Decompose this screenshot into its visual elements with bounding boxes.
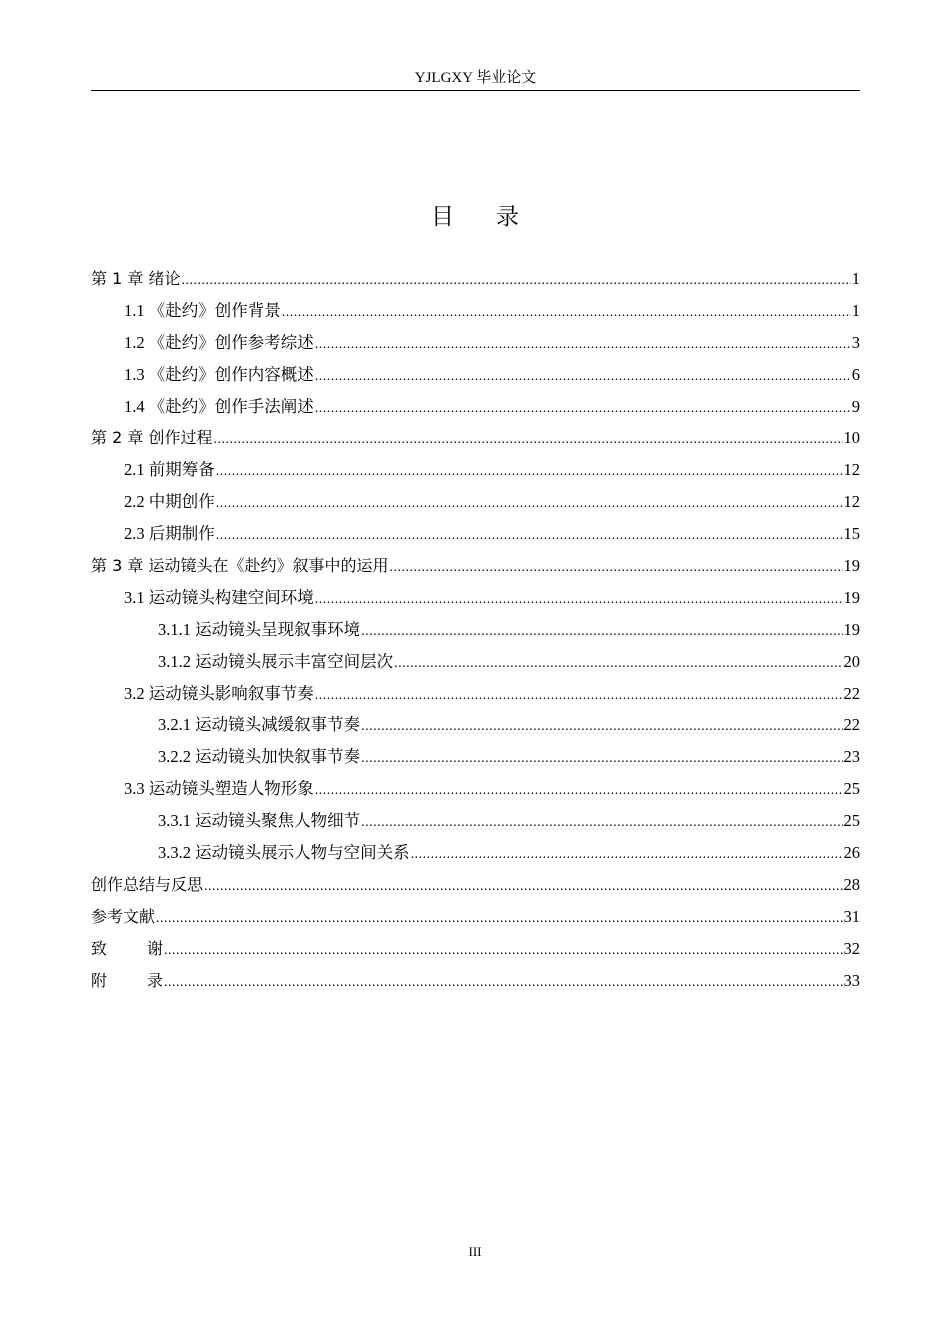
toc-entry-title: 3.1.1 运动镜头呈现叙事环境 [158,619,361,639]
toc-entry-title: 第 3 章 运动镜头在《赴约》叙事中的运用 [91,556,389,576]
toc-entry-title: 3.2.2 运动镜头加快叙事节奏 [158,747,361,767]
toc-entry-page: 28 [843,874,860,894]
toc-entry[interactable] [91,901,860,933]
page-header [91,66,860,91]
toc-entry[interactable] [91,263,860,295]
toc-entry-title: 3.1.2 运动镜头展示丰富空间层次 [158,651,394,671]
toc-entry[interactable] [91,454,860,486]
dot-leader [216,456,843,488]
toc-entry-char: 录 [147,970,164,990]
toc-entry-page: 19 [843,556,860,576]
toc-entry-page: 33 [843,970,860,990]
toc-entry[interactable] [91,582,860,614]
dot-leader [315,680,843,712]
toc-entry[interactable] [91,550,860,582]
header-text: YJLGXY 毕业论文 [414,70,537,86]
dot-leader [204,871,842,903]
toc-title-char-1: 目 [431,204,454,229]
toc-entry-page: 15 [843,524,860,544]
toc-entry-title: 创作总结与反思 [91,874,204,894]
toc-entry-title: 第 1 章 绪论 [91,269,181,288]
table-of-contents [91,263,860,996]
toc-entry-title: 1.4 《赴约》创作手法阐述 [124,396,314,416]
toc-entry-page: 26 [843,843,860,863]
dot-leader [164,935,842,967]
toc-entry-page: 22 [843,683,860,703]
dot-leader [315,393,851,425]
dot-leader [216,520,843,552]
toc-entry[interactable] [91,837,860,869]
toc-entry[interactable] [91,391,860,423]
dot-leader [315,361,851,393]
toc-entry[interactable] [91,518,860,550]
toc-entry[interactable] [91,678,860,710]
toc-title-char-2: 录 [496,204,519,229]
toc-entry-page: 20 [843,651,860,671]
toc-entry[interactable] [91,709,860,741]
toc-entry-char: 致 [91,938,108,958]
dot-leader [181,265,850,297]
toc-entry-page: 19 [843,619,860,639]
dot-leader [361,807,842,839]
dot-leader [164,967,842,999]
toc-entry[interactable] [91,965,860,997]
toc-entry-title: 3.2.1 运动镜头减缓叙事节奏 [158,715,361,735]
toc-entry-title: 2.2 中期创作 [124,492,215,512]
toc-entry-title-spaced [91,933,163,965]
dot-leader [213,424,842,456]
toc-entry-title-spaced [91,965,163,997]
dot-leader [394,648,842,680]
toc-entry-title: 1.2 《赴约》创作参考综述 [124,332,314,352]
dot-leader [282,297,851,329]
toc-entry-page: 22 [843,715,860,735]
toc-entry[interactable] [91,295,860,327]
toc-entry-page: 1 [851,269,860,288]
toc-entry-page: 12 [843,492,860,512]
dot-leader [315,584,843,616]
toc-entry[interactable] [91,327,860,359]
dot-leader [361,711,842,743]
toc-entry-page: 9 [851,396,860,416]
toc-entry[interactable] [91,646,860,678]
dot-leader [315,775,843,807]
toc-entry-char: 谢 [147,938,164,958]
toc-entry-title: 1.3 《赴约》创作内容概述 [124,364,314,384]
toc-title [0,198,950,231]
toc-entry-title: 3.3 运动镜头塑造人物形象 [124,779,314,799]
toc-entry-title: 2.1 前期筹备 [124,460,215,480]
dot-leader [389,552,842,584]
dot-leader [361,743,842,775]
toc-entry-page: 31 [843,906,860,926]
toc-entry-page: 32 [843,938,860,958]
toc-entry[interactable] [91,741,860,773]
toc-entry-title: 3.3.1 运动镜头聚焦人物细节 [158,811,361,831]
toc-entry-page: 1 [851,300,860,320]
toc-entry-title: 3.3.2 运动镜头展示人物与空间关系 [158,843,410,863]
toc-entry-page: 6 [851,364,860,384]
toc-entry[interactable] [91,359,860,391]
toc-entry-title: 3.1 运动镜头构建空间环境 [124,587,314,607]
toc-entry[interactable] [91,614,860,646]
toc-entry-title: 第 2 章 创作过程 [91,428,213,448]
toc-entry-page: 25 [843,811,860,831]
toc-entry-title: 参考文献 [91,906,156,926]
toc-entry[interactable] [91,486,860,518]
toc-entry[interactable] [91,805,860,837]
dot-leader [361,616,842,648]
dot-leader [315,329,851,361]
toc-entry-page: 12 [843,460,860,480]
page-number: III [468,1244,482,1259]
toc-entry[interactable] [91,773,860,805]
toc-entry[interactable] [91,422,860,454]
toc-entry[interactable] [91,933,860,965]
toc-entry-title: 2.3 后期制作 [124,524,215,544]
dot-leader [216,488,843,520]
toc-entry-title: 3.2 运动镜头影响叙事节奏 [124,683,314,703]
toc-entry-page: 25 [843,779,860,799]
toc-entry-char: 附 [91,970,108,990]
page-footer [0,1244,950,1260]
dot-leader [156,903,842,935]
toc-entry-title: 1.1 《赴约》创作背景 [124,300,281,320]
toc-entry-page: 19 [843,587,860,607]
toc-entry-page: 10 [843,428,860,448]
dot-leader [411,839,843,871]
toc-entry-page: 23 [843,747,860,767]
toc-entry[interactable] [91,869,860,901]
toc-entry-page: 3 [851,332,860,352]
